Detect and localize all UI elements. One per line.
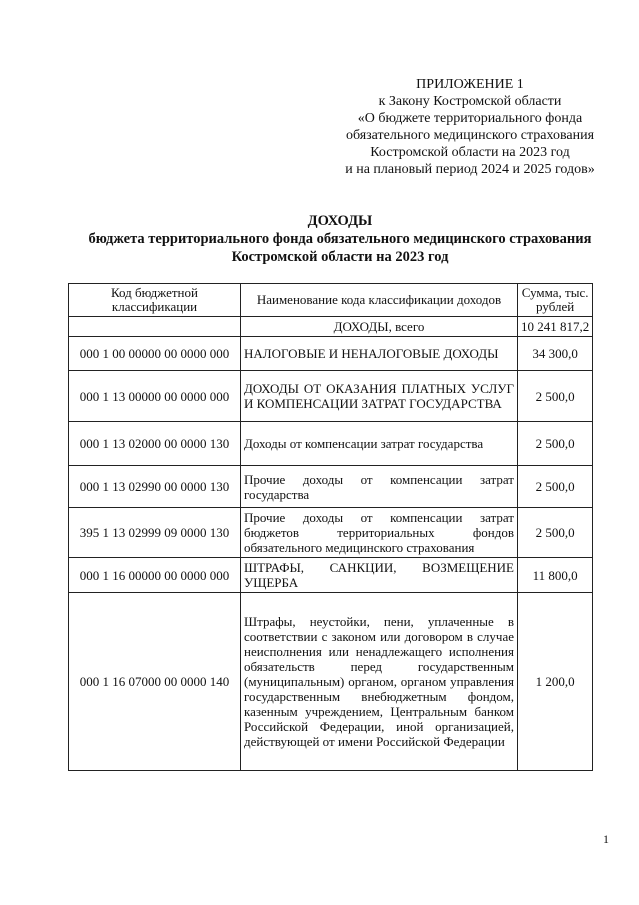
appendix-law-title-4: и на плановый период 2024 и 2025 годов» (345, 162, 595, 177)
appendix-law-title-1: «О бюджете территориального фонда (357, 111, 583, 126)
row-sum: 2 500,0 (518, 371, 593, 422)
row-name: Штрафы, неустойки, пени, уплаченные в соответствии с законом или договором в случае неисполнения или ненадлежащего исполнения обязательств перед государственным (муниципальным) органом, органом управления государственным внебюджетным фондом, казенным учреждением, Центральным банком Российской Федерации, иной организацией, действующей от имени Российской Федерации (241, 593, 518, 771)
row-code: 000 1 13 00000 00 0000 000 (69, 371, 241, 422)
document-heading (40, 212, 639, 266)
appendix-law-title-3: Костромской области на 2023 год (370, 145, 570, 160)
header-sum: Сумма, тыс. рублей (518, 284, 593, 317)
table-row (69, 508, 593, 558)
header-name: Наименование кода классификации доходов (241, 284, 518, 317)
table-row (69, 337, 593, 371)
total-label: ДОХОДЫ, всего (241, 317, 518, 337)
row-code: 395 1 13 02999 09 0000 130 (69, 508, 241, 558)
row-code: 000 1 16 00000 00 0000 000 (69, 558, 241, 593)
row-sum: 2 500,0 (518, 422, 593, 466)
table-row (69, 466, 593, 508)
row-sum: 11 800,0 (518, 558, 593, 593)
row-code: 000 1 16 07000 00 0000 140 (69, 593, 241, 771)
row-name: НАЛОГОВЫЕ И НЕНАЛОГОВЫЕ ДОХОДЫ (241, 337, 518, 371)
row-code: 000 1 13 02990 00 0000 130 (69, 466, 241, 508)
total-code-cell (69, 317, 241, 337)
row-sum: 2 500,0 (518, 466, 593, 508)
table-row (69, 558, 593, 593)
appendix-law-title-2: обязательного медицинского страхования (345, 128, 595, 143)
row-code: 000 1 13 02000 00 0000 130 (69, 422, 241, 466)
appendix-law-ref: к Закону Костромской области (378, 94, 562, 109)
heading-subtitle-2: Костромской области на 2023 год (231, 249, 449, 265)
table-row (69, 371, 593, 422)
heading-subtitle-1: бюджета территориального фонда обязательного медицинского страхования (88, 231, 592, 247)
table-total-row (69, 317, 593, 337)
total-sum: 10 241 817,2 (518, 317, 593, 337)
appendix-header (300, 76, 639, 178)
table-header-row (69, 284, 593, 317)
row-sum: 34 300,0 (518, 337, 593, 371)
row-sum: 2 500,0 (518, 508, 593, 558)
table-row (69, 422, 593, 466)
header-code: Код бюджетной классификации (69, 284, 241, 317)
row-name: ШТРАФЫ, САНКЦИИ, ВОЗМЕЩЕНИЕ УЩЕРБА (241, 558, 518, 593)
page-number: 1 (603, 832, 609, 846)
row-name: Прочие доходы от компенсации затрат государства (241, 466, 518, 508)
row-name: Доходы от компенсации затрат государства (241, 422, 518, 466)
row-name: Прочие доходы от компенсации затрат бюджетов территориальных фондов обязательного медицинского страхования (241, 508, 518, 558)
row-sum: 1 200,0 (518, 593, 593, 771)
income-table (68, 283, 593, 771)
appendix-number: ПРИЛОЖЕНИЕ 1 (416, 77, 524, 92)
table-row (69, 593, 593, 771)
row-code: 000 1 00 00000 00 0000 000 (69, 337, 241, 371)
row-name: ДОХОДЫ ОТ ОКАЗАНИЯ ПЛАТНЫХ УСЛУГ И КОМПЕНСАЦИИ ЗАТРАТ ГОСУДАРСТВА (241, 371, 518, 422)
heading-title: ДОХОДЫ (307, 213, 373, 229)
